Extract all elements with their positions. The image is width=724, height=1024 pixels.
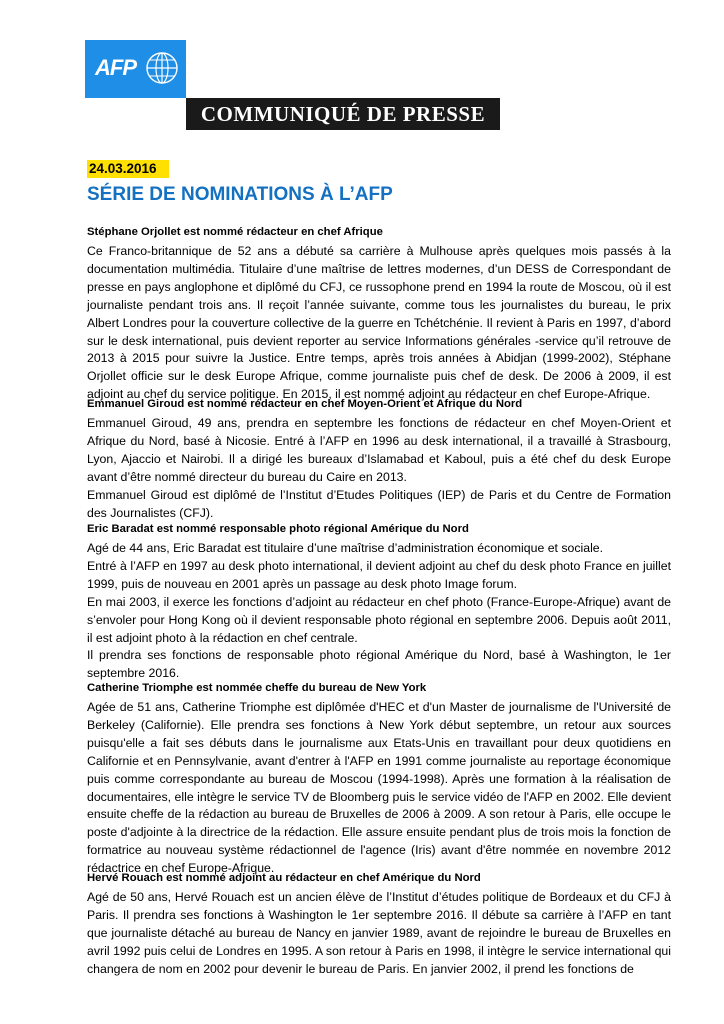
section-paragraph: Emmanuel Giroud est diplômé de l’Institut d’Etudes Politiques (IEP) de Paris et du Centre de Formation des Journalistes (CFJ). bbox=[87, 487, 671, 520]
section-baradat bbox=[87, 522, 671, 683]
section-paragraph: Agé de 50 ans, Hervé Rouach est un ancien élève de l’Institut d’études politique de Bordeaux et du CFJ à Paris. Il prendra ses fonctions à Washington le 1er septembre 2016. Il débute sa carrière à l’AFP en tant que journaliste détaché au bureau de Nancy en janvier 1989, avant de rejoindre le bureau de Bruxelles en avril 1992 puis celui de Londres en 1995. A son retour à Paris en 1998, il intègre le service international qui changera de nom en 2002 pour devenir le bureau de Paris. En janvier 2002, il prend les fonctions de bbox=[87, 890, 671, 976]
section-title: Emmanuel Giroud est nommé rédacteur en chef Moyen-Orient et Afrique du Nord bbox=[87, 398, 523, 410]
section-title: Hervé Rouach est nommé adjoint au rédacteur en chef Amérique du Nord bbox=[87, 872, 481, 884]
section-title: Eric Baradat est nommé responsable photo régional Amérique du Nord bbox=[87, 523, 469, 535]
page-title: SÉRIE DE NOMINATIONS À L’AFP bbox=[87, 184, 393, 205]
section-title: Catherine Triomphe est nommée cheffe du bureau de New York bbox=[87, 682, 427, 694]
section-rouach bbox=[87, 871, 671, 979]
section-triomphe bbox=[87, 681, 671, 878]
section-paragraph: Emmanuel Giroud, 49 ans, prendra en septembre les fonctions de rédacteur en chef Moyen-Orient et Afrique du Nord, basé à Nicosie. Entré à l’AFP en 1996 au desk international, il a travaillé à Strasbourg, Lyon, Ajaccio et Nairobi. Il a dirigé les bureaux d’Islamabad et Kaboul, puis a été chef du desk Europe avant d’être nommé directeur du bureau du Caire en 2013. bbox=[87, 416, 671, 484]
section-paragraph: Ce Franco-britannique de 52 ans a débuté sa carrière à Mulhouse après quelques mois passés à la documentation multimédia. Titulaire d’une maîtrise de lettres modernes, d’un DESS de Correspondant de presse en pays anglophone et diplômé du CFJ, ce russophone prend en 1994 la route de Moscou, où il est journaliste pendant trois ans. Il reçoit l’année suivante, comme tous les journalistes du bureau, le prix Albert Londres pour la couverture collective de la guerre en Tchétchénie. Il revient à Paris en 1997, d’abord sur le desk international, puis devient reporter au service Informations générales -service qu’il retrouve de 2013 à 2015 pour suivre la Justice. Entre temps, après trois années à Abidjan (1999-2002), Stéphane Orjollet officie sur le desk Europe Afrique, comme journaliste puis chef de desk. De 2006 à 2009, il est adjoint au chef du service politique. En 2015, il est nommé adjoint au rédacteur en chef Europe-Afrique. bbox=[87, 244, 671, 402]
section-paragraph: Agée de 51 ans, Catherine Triomphe est diplômée d'HEC et d'un Master de journalisme de l'Université de Berkeley (Californie). Elle prendra ses fonctions à New York début septembre, un retour aux sources puisqu'elle a fait ses débuts dans le journalisme aux Etats-Unis en travaillant pour deux quotidiens en Californie et en Pennsylvanie, avant d'entrer à l'AFP en 1991 comme journaliste au reportage économique puis comme correspondante au bureau de Moscou (1994-1998). Après une formation à la réalisation de documentaires, elle intègre le service TV de Bloomberg puis le service vidéo de l'AFP en 2002. Elle devient ensuite cheffe de la rédaction au bureau de Bruxelles de 2006 à 2009. A son retour à Paris, elle occupe le poste d'adjointe à la directrice de la rédaction. Elle assure ensuite pendant plus de trois mois la fonction de formatrice au nouveau système rédactionnel de l'agence (Iris) avant d'être nommée en novembre 2012 rédactrice en chef Europe-Afrique. bbox=[87, 700, 671, 876]
release-date: 24.03.2016 bbox=[87, 160, 169, 178]
section-giroud bbox=[87, 397, 671, 522]
section-paragraph: Il prendra ses fonctions de responsable photo régional Amérique du Nord, basé à Washington, le 1er septembre 2016. bbox=[87, 648, 671, 681]
afp-logo bbox=[85, 40, 186, 98]
section-title: Stéphane Orjollet est nommé rédacteur en chef Afrique bbox=[87, 226, 383, 238]
afp-logo-text: AFP bbox=[95, 55, 136, 80]
section-paragraph: Agé de 44 ans, Eric Baradat est titulaire d’une maîtrise d’administration économique et sociale. bbox=[87, 541, 604, 555]
section-orjollet bbox=[87, 225, 671, 404]
section-paragraph: Entré à l’AFP en 1997 au desk photo international, il devient adjoint au chef du desk photo France en juillet 1999, puis de nouveau en 2001 après un passage au desk photo Image forum. bbox=[87, 558, 671, 591]
globe-icon bbox=[145, 51, 179, 85]
section-paragraph: En mai 2003, il exerce les fonctions d’adjoint au rédacteur en chef photo (France-Europe-Afrique) avant de s’envoler pour Hong Kong où il devient responsable photo régional en septembre 2006. Depuis août 2011, il est adjoint photo à la rédaction en chef centrale. bbox=[87, 594, 671, 645]
press-release-banner: COMMUNIQUÉ DE PRESSE bbox=[186, 98, 500, 130]
